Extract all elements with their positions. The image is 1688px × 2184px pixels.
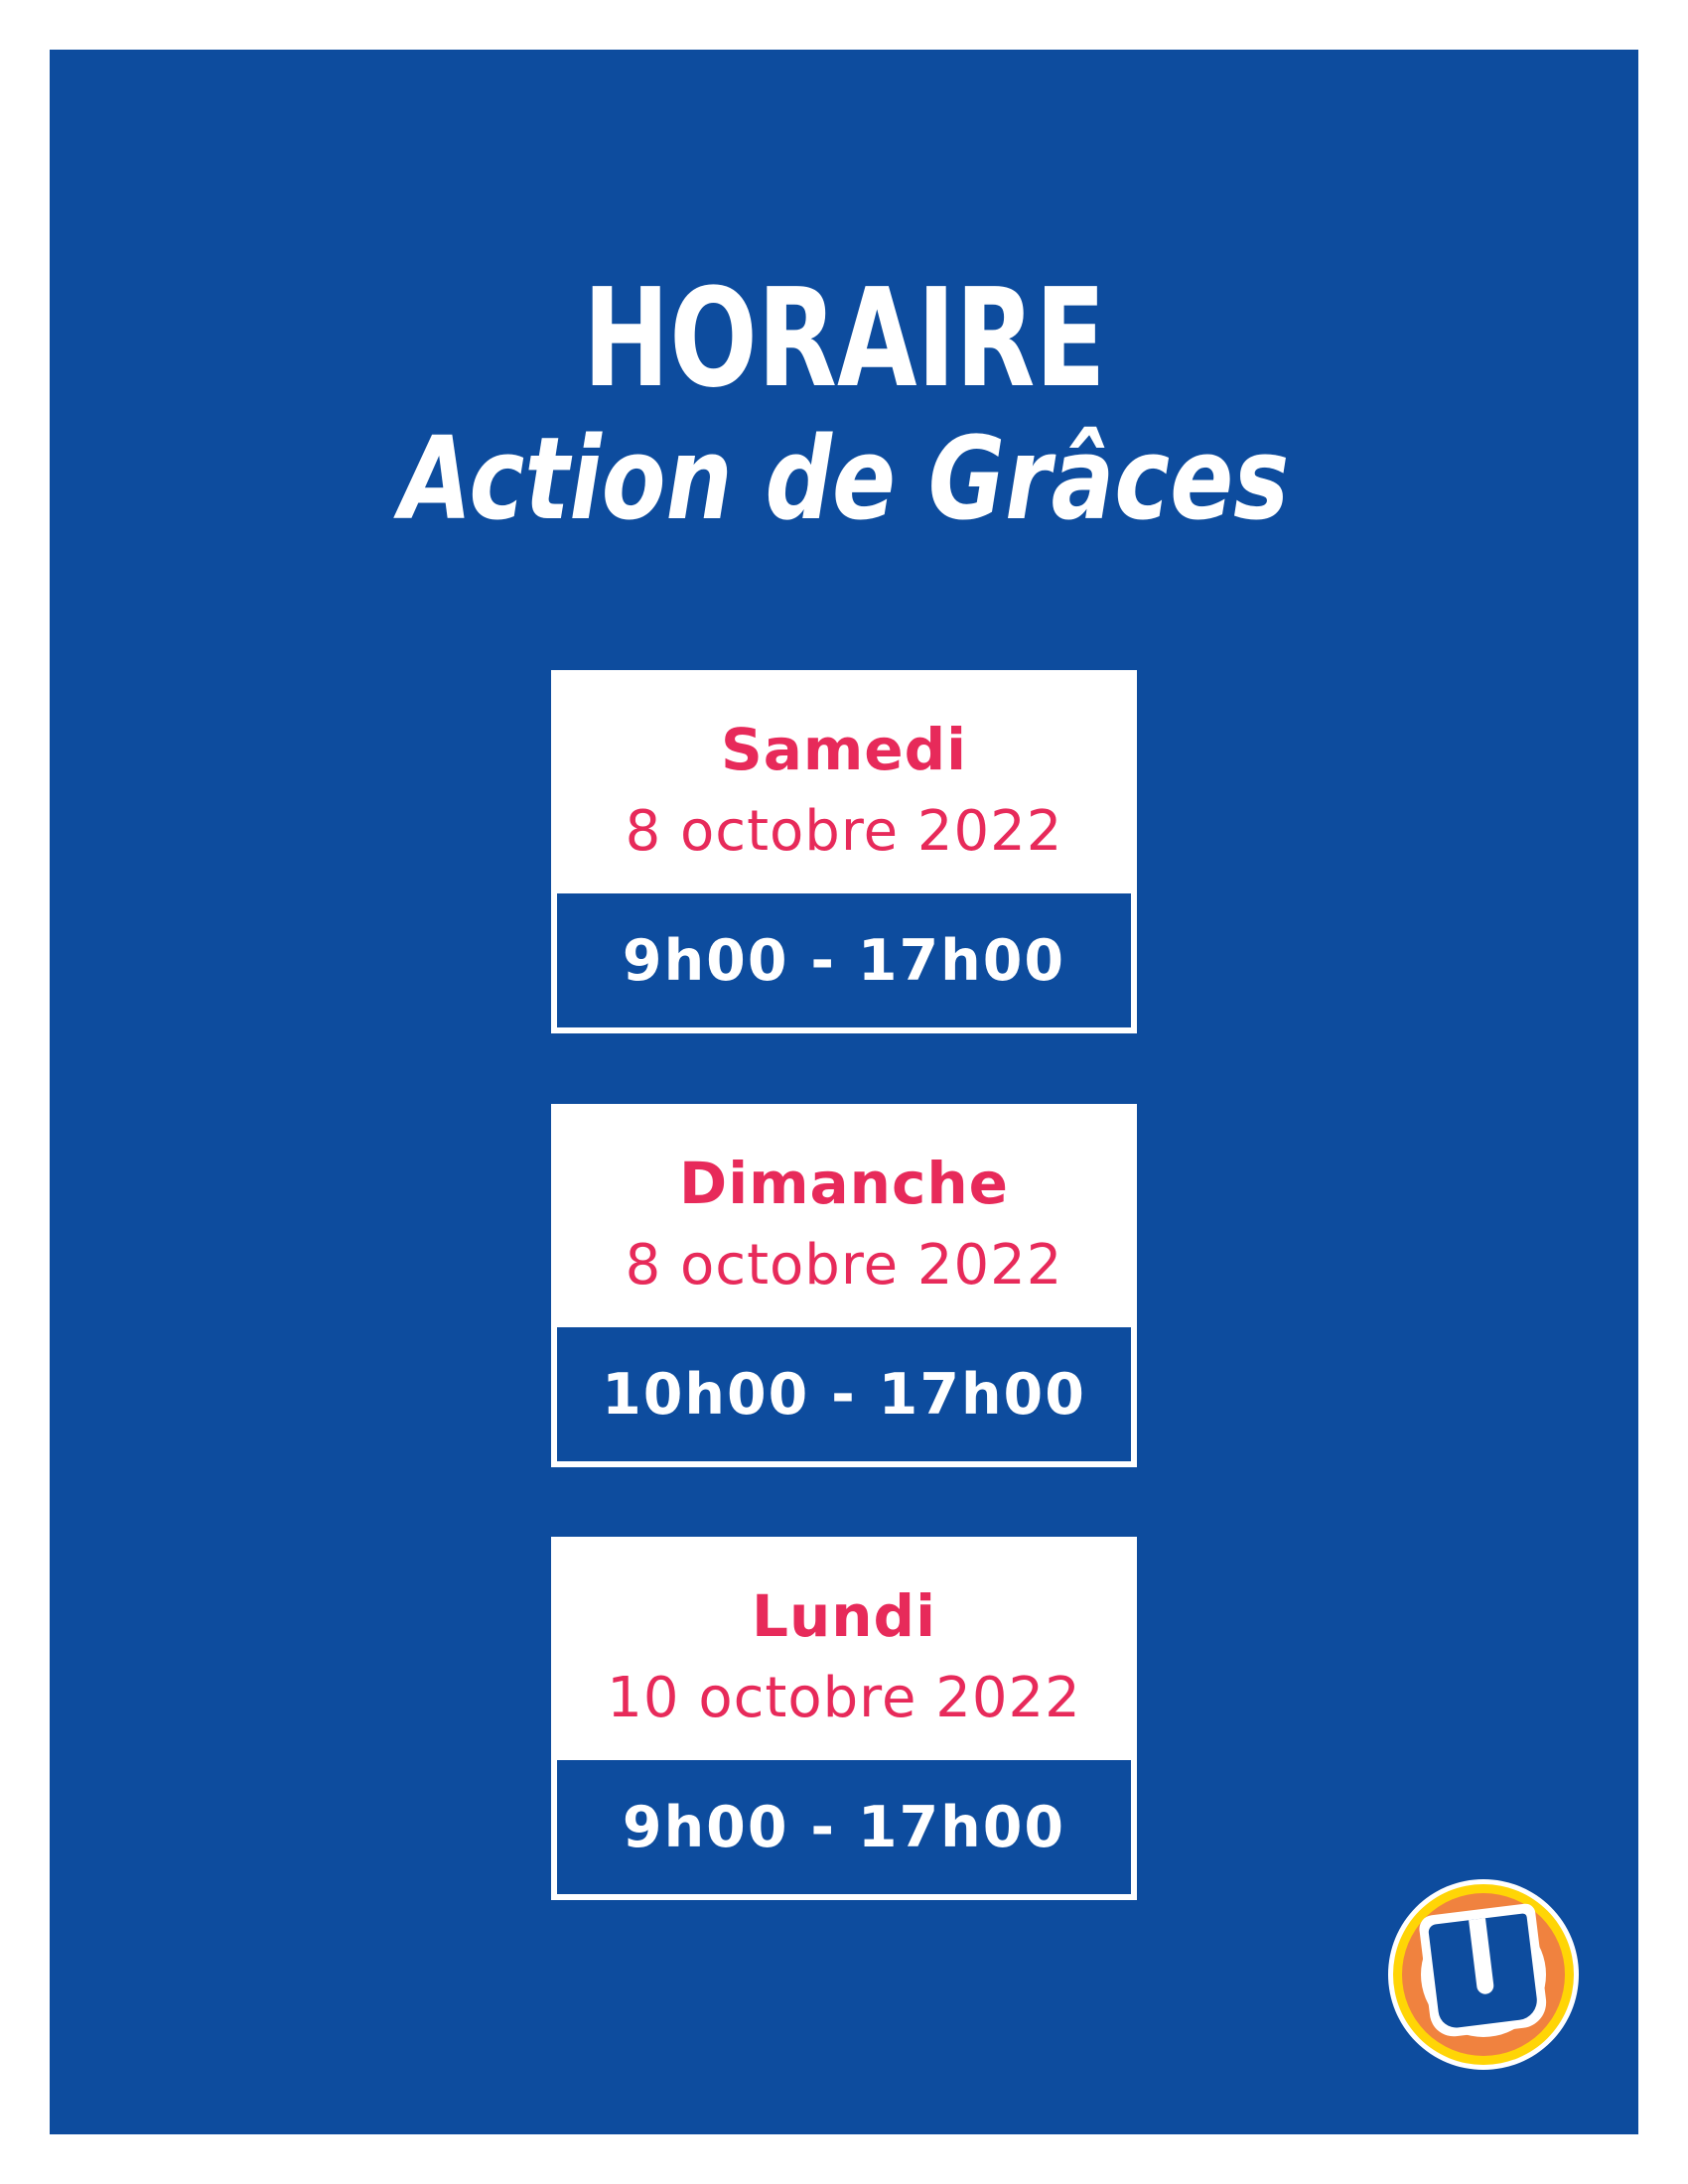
hours-bar	[557, 1327, 1131, 1461]
schedule-card-samedi	[551, 670, 1137, 1033]
schedule-card-dimanche	[551, 1104, 1137, 1467]
poster-background	[50, 50, 1638, 2134]
page-title	[50, 260, 1638, 418]
hours-bar	[557, 893, 1131, 1027]
page-subtitle	[50, 413, 1638, 546]
logo-u-icon	[1388, 1879, 1579, 2070]
page-title-text: HORAIRE	[582, 260, 1106, 418]
date-label: 8 octobre 2022	[625, 1233, 1063, 1297]
page-subtitle-text: Action de Grâces	[399, 413, 1289, 546]
schedule-card-lundi	[551, 1537, 1137, 1900]
logo-u-slot	[1469, 1918, 1494, 1995]
date-label: 8 octobre 2022	[625, 799, 1063, 864]
day-label: Samedi	[720, 716, 968, 783]
day-label: Dimanche	[679, 1150, 1009, 1217]
date-label: 10 octobre 2022	[607, 1666, 1081, 1730]
uniprix-logo	[1388, 1879, 1579, 2070]
hours-bar	[557, 1760, 1131, 1894]
hours-label: 9h00 - 17h00	[622, 1794, 1066, 1860]
day-label: Lundi	[752, 1582, 936, 1650]
logo-u-letter-shape	[1428, 1913, 1539, 2029]
hours-label: 10h00 - 17h00	[602, 1361, 1086, 1428]
hours-label: 9h00 - 17h00	[622, 927, 1066, 994]
